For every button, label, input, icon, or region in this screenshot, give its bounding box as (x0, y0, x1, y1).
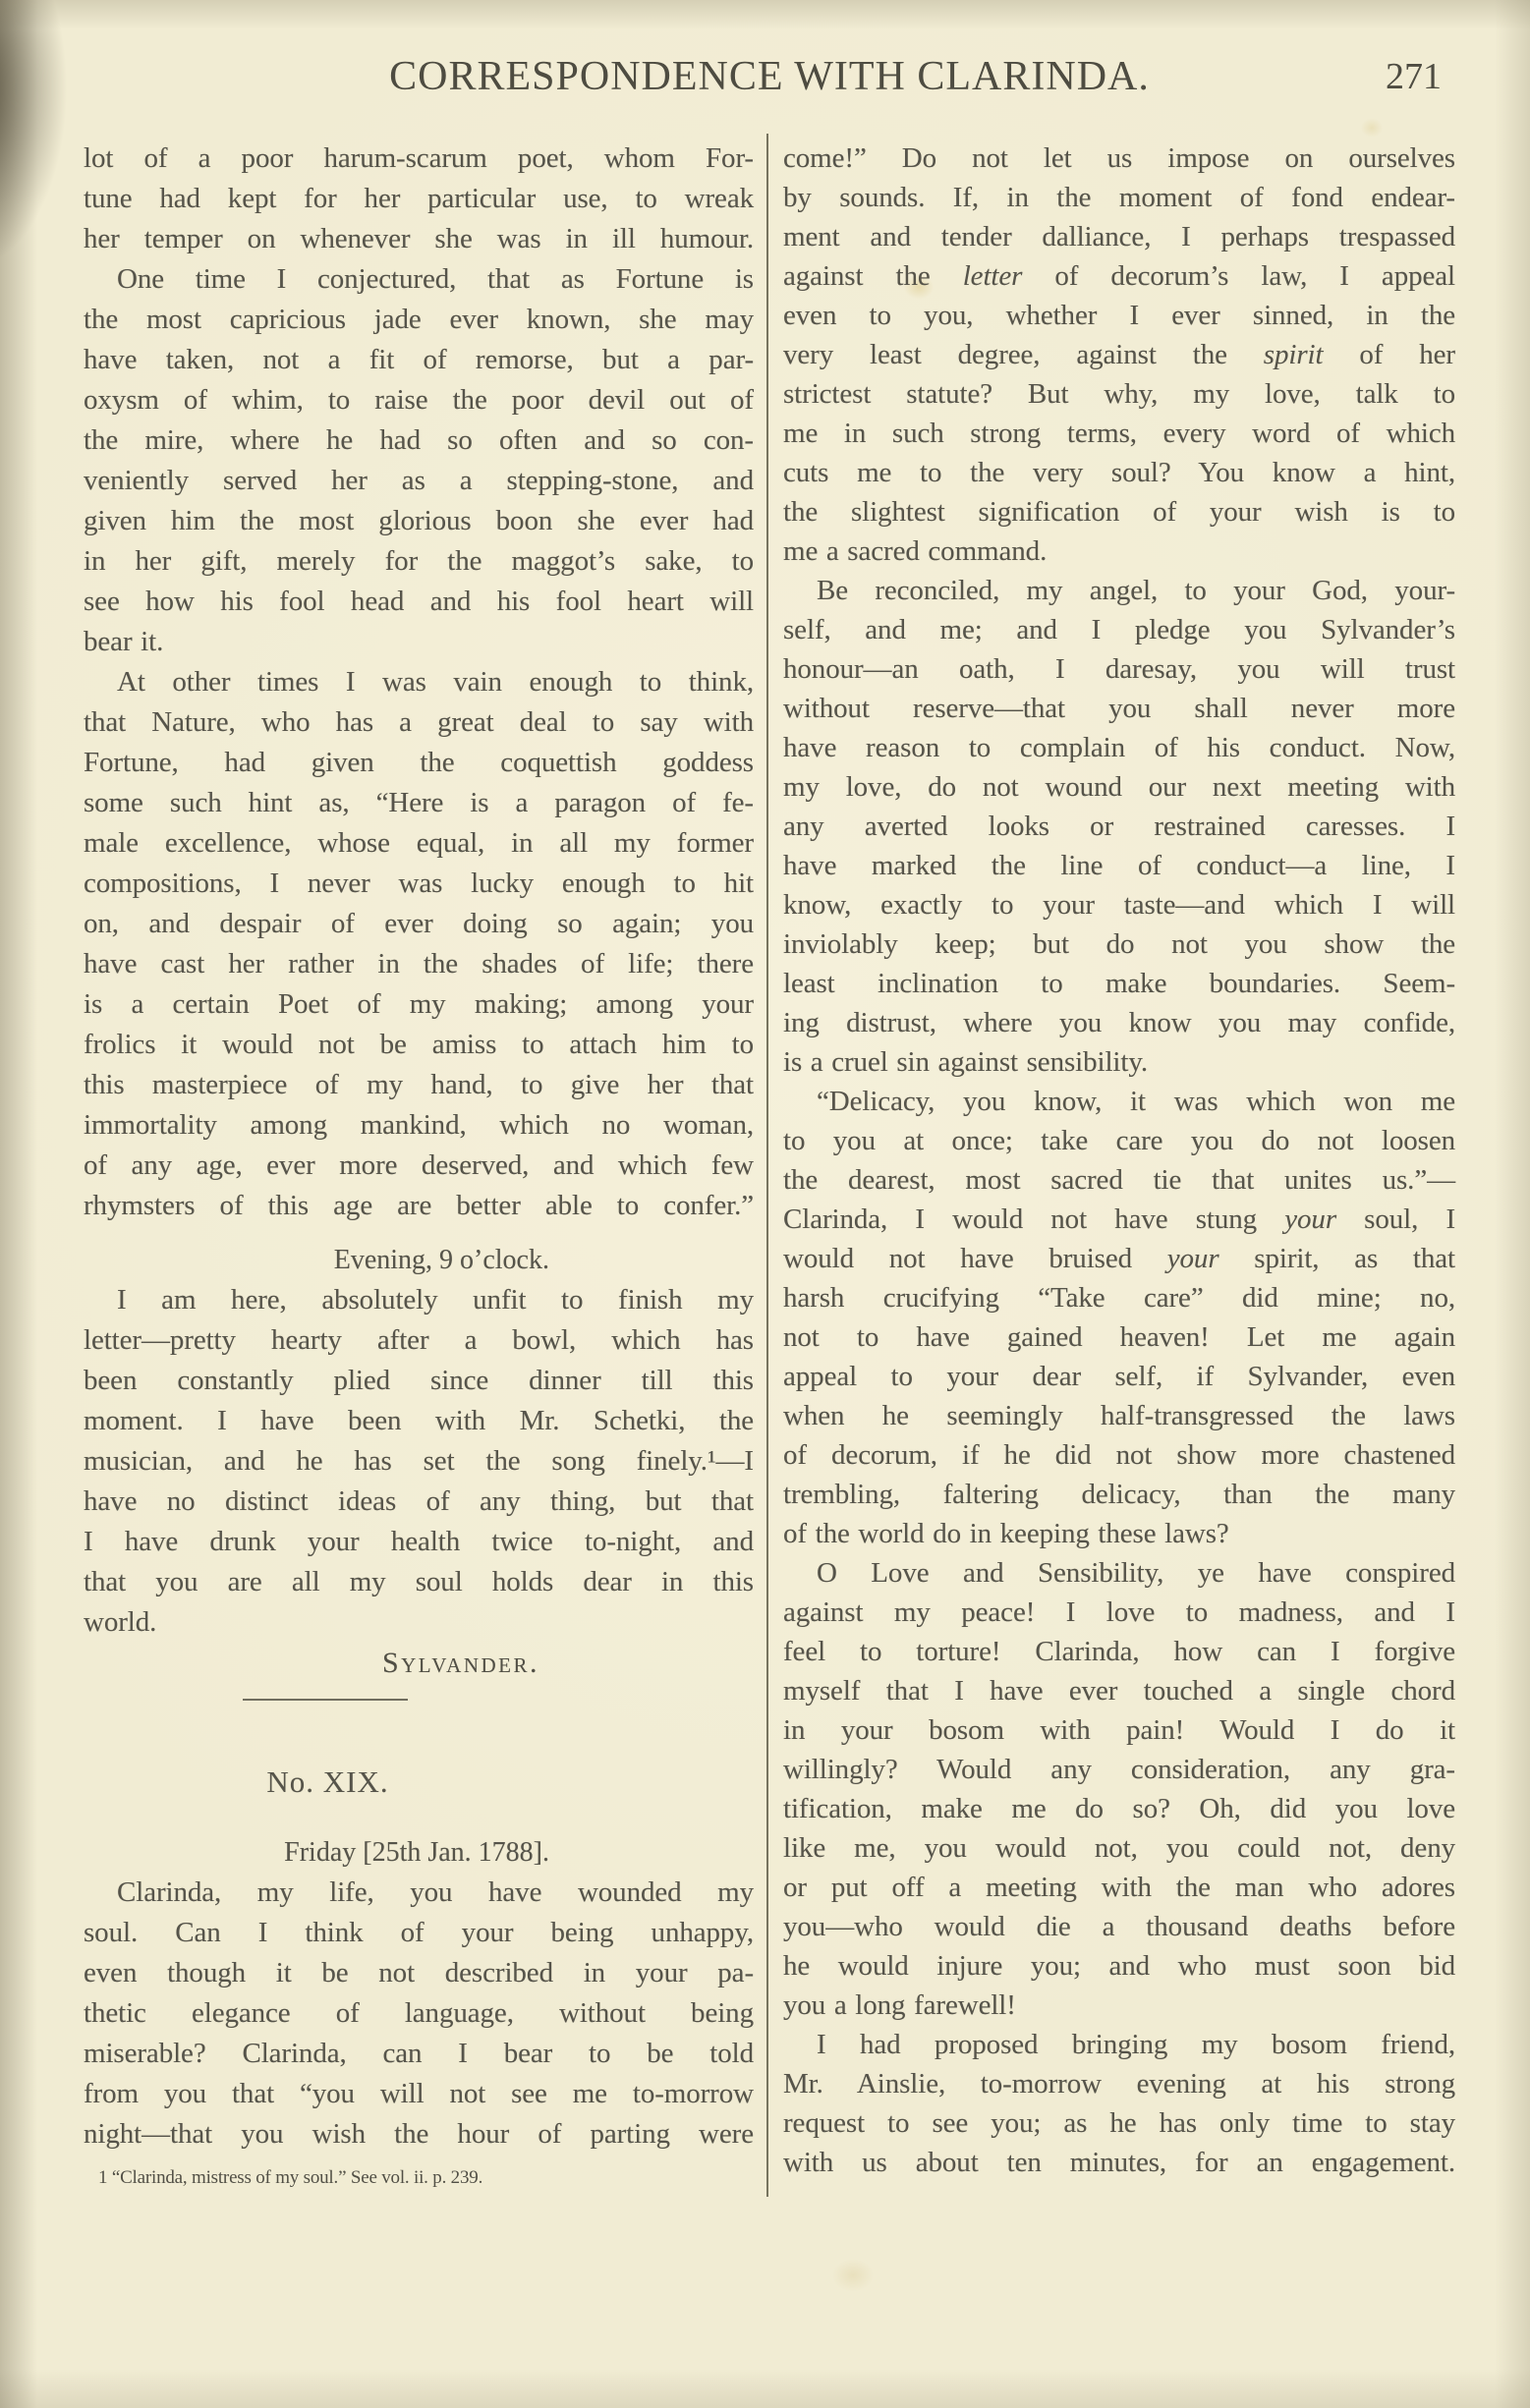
page-header (84, 53, 1455, 100)
text-line: Clarinda, I would not have stung your soul, I (783, 1204, 1456, 1235)
text-line: of the world do in keeping these laws? (783, 1518, 1229, 1549)
paragraph (84, 1873, 754, 2155)
section-divider-rule (243, 1699, 408, 1701)
page-number: 271 (1386, 56, 1442, 97)
text-line: honour—an oath, I daresay, you will trust (783, 653, 1455, 685)
text-line: my love, do not wound our next meeting with (783, 771, 1455, 803)
text-line: trembling, faltering delicacy, than the many (783, 1479, 1455, 1510)
text-line: willingly? Would any consideration, any gra- (783, 1754, 1455, 1785)
text-line: her temper on whenever she was in ill humour. (84, 223, 754, 254)
text-line: world. (84, 1606, 157, 1638)
text-line: of decorum, if he did not show more chastened (783, 1439, 1455, 1471)
text-line: you—who would die a thousand deaths before (783, 1911, 1455, 1942)
paragraph (84, 139, 754, 259)
paragraph (783, 139, 1455, 571)
text-line: At other times I was vain enough to think, (117, 666, 754, 698)
text-line: self, and me; and I pledge you Sylvander’s (783, 614, 1455, 645)
text-line: compositions, I never was lucky enough to hit (84, 868, 754, 899)
text-line: Be reconciled, my angel, to your God, your- (817, 575, 1455, 606)
paragraph (84, 259, 754, 662)
text-line: musician, and he has set the song finely.¹—I (84, 1445, 754, 1477)
text-line: against the letter of decorum’s law, I appeal (783, 260, 1456, 292)
text-line: by sounds. If, in the moment of fond endear- (783, 182, 1455, 213)
text-line: Mr. Ainslie, to-morrow evening at his strong (783, 2068, 1455, 2100)
text-line: request to see you; as he has only time to stay (783, 2107, 1455, 2139)
text-line: against my peace! I love to madness, and I (783, 1596, 1455, 1628)
right-column (783, 139, 1455, 2182)
text-line: would not have bruised your spirit, as that (783, 1243, 1455, 1274)
text-line: come!” Do not let us impose on ourselves (783, 142, 1455, 174)
text-line: have cast her rather in the shades of life; there (84, 948, 754, 980)
text-line: know, exactly to your taste—and which I will (783, 889, 1455, 921)
text-line: when he seemingly half-transgressed the laws (783, 1400, 1455, 1431)
text-line: strictest statute? But why, my love, talk to (783, 378, 1455, 410)
text-line: from you that “you will not see me to-morrow (84, 2078, 754, 2109)
text-line: tune had kept for her particular use, to wreak (84, 183, 754, 214)
text-line: on, and despair of ever doing so again; you (84, 908, 754, 939)
text-line: ing distrust, where you know you may confide, (783, 1007, 1455, 1038)
text-line: tification, make me do so? Oh, did you love (783, 1793, 1455, 1824)
text-line: male excellence, whose equal, in all my former (84, 827, 754, 859)
text-line: even though it be not described in your pa- (84, 1957, 754, 1988)
footnote: 1 “Clarinda, mistress of my soul.” See vol. ii. p. 239. (98, 2167, 483, 2188)
text-line: miserable? Clarinda, can I bear to be told (84, 2038, 754, 2069)
text-line: this masterpiece of my hand, to give her that (84, 1069, 754, 1100)
text-line: very least degree, against the spirit of her (783, 339, 1455, 370)
text-line: have reason to complain of his conduct. Now, (783, 732, 1455, 763)
text-line: any averted looks or restrained caresses. I (783, 811, 1455, 842)
text-line: have no distinct ideas of any thing, but that (84, 1485, 754, 1517)
text-line: been constantly plied since dinner till this (84, 1365, 754, 1396)
text-line: Fortune, had given the coquettish goddess (84, 747, 754, 778)
text-line: One time I conjectured, that as Fortune is (117, 263, 754, 295)
text-line: rhymsters of this age are better able to confer.” (84, 1190, 754, 1221)
text-line: appeal to your dear self, if Sylvander, even (783, 1361, 1455, 1392)
text-line: oxysm of whim, to raise the poor devil out of (84, 384, 754, 416)
text-line: given him the most glorious boon she ever had (84, 505, 754, 536)
paragraph (783, 2025, 1455, 2182)
text-line: see how his fool head and his fool heart will (84, 586, 754, 617)
text-line: I am here, absolutely unfit to finish my (117, 1284, 754, 1316)
text-line: I had proposed bringing my bosom friend, (817, 2029, 1455, 2060)
dateline: Friday [25th Jan. 1788]. (284, 1837, 549, 1868)
text-line: without reserve—that you shall never more (783, 693, 1455, 724)
text-line: is a cruel sin against sensibility. (783, 1046, 1149, 1078)
text-line: not to have gained heaven! Let me again (783, 1321, 1455, 1353)
text-line: have marked the line of conduct—a line, I (783, 850, 1455, 881)
paragraph (783, 571, 1455, 1082)
column-divider (766, 134, 768, 2197)
text-line: thetic elegance of language, without being (84, 1997, 754, 2029)
text-line: “Delicacy, you know, it was which won me (817, 1086, 1455, 1117)
text-line: some such hint as, “Here is a paragon of fe- (84, 787, 754, 818)
text-line: you a long farewell! (783, 1989, 1016, 2021)
text-line: veniently served her as a stepping-stone, and (84, 465, 754, 496)
text-line: feel to torture! Clarinda, how can I forgive (783, 1636, 1455, 1667)
text-line: he would injure you; and who must soon bid (783, 1950, 1455, 1982)
text-line: ment and tender dalliance, I perhaps trespassed (783, 221, 1455, 252)
text-line: the slightest signification of your wish is to (783, 496, 1455, 528)
text-line: is a certain Poet of my making; among your (84, 988, 754, 1020)
text-line: me in such strong terms, every word of which (783, 418, 1455, 449)
text-line: moment. I have been with Mr. Schetki, the (84, 1405, 754, 1436)
text-line: cuts me to the very soul? You know a hint, (783, 457, 1455, 488)
running-title: CORRESPONDENCE WITH CLARINDA. (389, 54, 1150, 99)
text-line: in your bosom with pain! Would I do it (783, 1714, 1455, 1746)
text-line: frolics it would not be amiss to attach him to (84, 1029, 754, 1060)
text-line: that you are all my soul holds dear in this (84, 1566, 754, 1597)
dateline: Evening, 9 o’clock. (333, 1245, 549, 1275)
text-line: have taken, not a fit of remorse, but a par- (84, 344, 754, 375)
text-line: even to you, whether I ever sinned, in the (783, 300, 1455, 331)
text-line: letter—pretty hearty after a bowl, which has (84, 1324, 754, 1356)
text-line: or put off a meeting with the man who adores (783, 1872, 1455, 1903)
section-heading: No. XIX. (266, 1764, 389, 1799)
text-line: that Nature, who has a great deal to say with (84, 706, 754, 738)
text-line: bear it. (84, 626, 164, 657)
text-line: night—that you wish the hour of parting were (84, 2118, 754, 2150)
text-line: least inclination to make boundaries. Seem- (783, 968, 1455, 999)
text-line: the most capricious jade ever known, she may (84, 304, 754, 335)
text-line: of any age, ever more deserved, and which few (84, 1149, 754, 1181)
text-line: harsh crucifying “Take care” did mine; no, (783, 1282, 1455, 1314)
text-line: immortality among mankind, which no woman, (84, 1109, 754, 1141)
paragraph (783, 1082, 1455, 1553)
text-line: the dearest, most sacred tie that unites us.”— (783, 1164, 1455, 1196)
text-line: with us about ten minutes, for an engagement. (783, 2147, 1455, 2178)
signature-sylvander: Sylvander. (381, 1647, 539, 1679)
text-line: myself that I have ever touched a single chord (783, 1675, 1455, 1707)
paragraph (783, 1553, 1455, 2025)
text-line: the mire, where he had so often and so con- (84, 424, 754, 456)
text-line: I have drunk your health twice to-night, and (84, 1526, 754, 1557)
text-line: me a sacred command. (783, 535, 1048, 567)
text-line: inviolably keep; but do not you show the (783, 928, 1455, 960)
left-column (84, 139, 754, 2155)
text-line: Clarinda, my life, you have wounded my (117, 1876, 754, 1908)
text-line: like me, you would not, you could not, deny (783, 1832, 1455, 1864)
text-line: in her gift, merely for the maggot’s sake, to (84, 545, 754, 577)
text-line: soul. Can I think of your being unhappy, (84, 1917, 754, 1948)
text-line: to you at once; take care you do not loosen (783, 1125, 1455, 1156)
paragraph (84, 662, 754, 1226)
text-line: O Love and Sensibility, ye have conspired (817, 1557, 1455, 1589)
text-line: lot of a poor harum-scarum poet, whom For- (84, 142, 754, 174)
paragraph (84, 1280, 754, 1643)
